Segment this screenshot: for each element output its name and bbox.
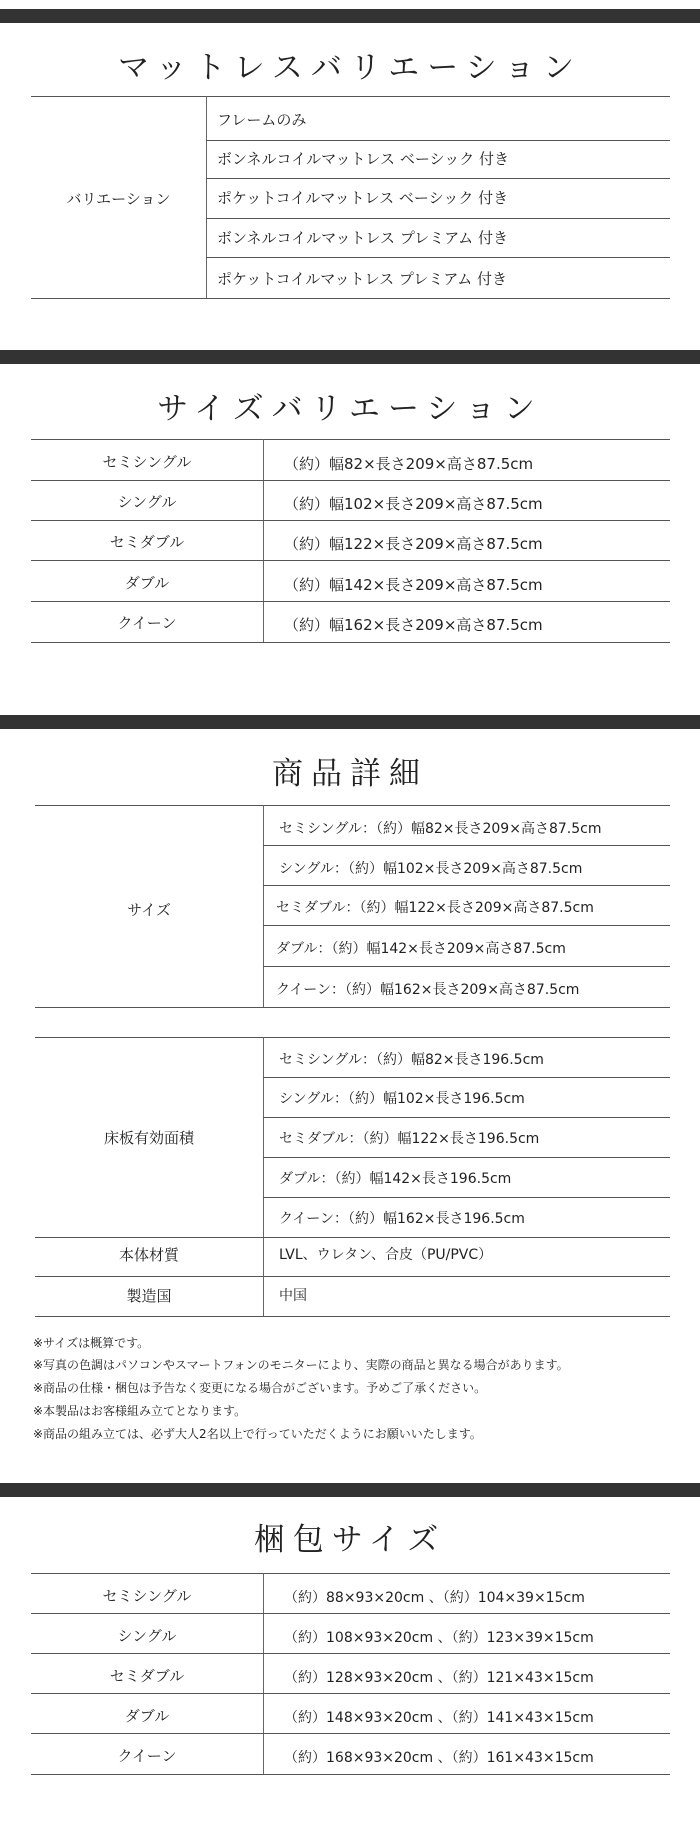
- details-size-item: セミシングル：（約）幅82×長さ209×高さ87.5cm: [279, 821, 602, 837]
- note-line: ※本製品はお客様組み立てとなります。: [33, 1404, 247, 1418]
- details-floor-item: セミシングル：（約）幅82×長さ196.5cm: [279, 1052, 544, 1068]
- mattress-label: バリエーション: [66, 190, 171, 208]
- packing-value: （約）148×93×20cm 、（約）141×43×15cm: [284, 1710, 594, 1726]
- size-name: シングル: [117, 493, 177, 511]
- details-floor-label: 床板有効面積: [103, 1129, 194, 1147]
- size-name: ダブル: [124, 574, 170, 592]
- details-size-label: サイズ: [127, 901, 171, 919]
- details-size-item: クイーン：（約）幅162×長さ209×高さ87.5cm: [276, 982, 580, 998]
- mattress-title: マットレスバリエーション: [118, 50, 582, 86]
- table-divider: [263, 805, 264, 1008]
- table-divider: [263, 1276, 264, 1316]
- table-divider: [263, 1573, 264, 1774]
- packing-name: クイーン: [117, 1747, 177, 1765]
- table-bottom-line: [31, 298, 670, 299]
- details-origin-label: 製造国: [126, 1287, 172, 1305]
- section-band: [0, 715, 700, 729]
- details-floor-item: クイーン：（約）幅162×長さ196.5cm: [279, 1211, 525, 1227]
- note-line: ※サイズは概算です。: [33, 1336, 150, 1350]
- packing-name: セミダブル: [109, 1667, 185, 1685]
- packing-value: （約）128×93×20cm 、（約）121×43×15cm: [284, 1670, 594, 1686]
- packing-value: （約）88×93×20cm 、（約）104×39×15cm: [284, 1590, 585, 1606]
- packing-name: ダブル: [124, 1707, 170, 1725]
- size-name: クイーン: [117, 614, 177, 632]
- packing-title: 梱包サイズ: [253, 1522, 447, 1558]
- packing-value: （約）108×93×20cm 、（約）123×39×15cm: [284, 1630, 594, 1646]
- packing-name: セミシングル: [102, 1587, 192, 1605]
- size-name: セミシングル: [102, 453, 192, 471]
- mattress-item: ポケットコイルマットレス ベーシック 付き: [217, 189, 509, 207]
- mattress-item: ポケットコイルマットレス プレミアム 付き: [217, 270, 508, 288]
- note-line: ※写真の色調はパソコンやスマートフォンのモニターにより、実際の商品と異なる場合があります。: [33, 1358, 569, 1372]
- mattress-item: ボンネルコイルマットレス プレミアム 付き: [217, 229, 508, 247]
- table-divider: [206, 96, 207, 298]
- table-top-line: [31, 96, 670, 97]
- section-band: [0, 9, 700, 23]
- details-material-value: LVL、ウレタン、合皮（PU/PVC）: [279, 1247, 493, 1263]
- size-variation-title: サイズバリエーション: [157, 391, 543, 427]
- details-size-item: シングル：（約）幅102×長さ209×高さ87.5cm: [279, 861, 583, 877]
- size-value: （約）幅102×長さ209×高さ87.5cm: [284, 495, 543, 513]
- details-material-label: 本体材質: [118, 1246, 179, 1264]
- size-value: （約）幅142×長さ209×高さ87.5cm: [284, 576, 543, 594]
- note-line: ※商品の組み立ては、必ず大人2名以上で行っていただくようにお願いいたします。: [33, 1427, 482, 1441]
- size-value: （約）幅82×長さ209×高さ87.5cm: [284, 455, 534, 473]
- details-floor-item: セミダブル：（約）幅122×長さ196.5cm: [279, 1131, 540, 1147]
- details-size-item: ダブル：（約）幅142×長さ209×高さ87.5cm: [276, 941, 566, 957]
- size-name: セミダブル: [109, 533, 185, 551]
- mattress-item: ボンネルコイルマットレス ベーシック 付き: [217, 150, 509, 168]
- packing-value: （約）168×93×20cm 、（約）161×43×15cm: [284, 1750, 594, 1766]
- note-line: ※商品の仕様・梱包は予告なく変更になる場合がございます。予めご了承ください。: [33, 1381, 487, 1395]
- packing-name: シングル: [117, 1627, 177, 1645]
- section-band: [0, 1483, 700, 1497]
- table-divider: [263, 1037, 264, 1282]
- table-divider: [263, 439, 264, 642]
- details-floor-item: シングル：（約）幅102×長さ196.5cm: [279, 1091, 525, 1107]
- size-value: （約）幅162×長さ209×高さ87.5cm: [284, 616, 543, 634]
- details-floor-item: ダブル：（約）幅142×長さ196.5cm: [279, 1171, 512, 1187]
- size-value: （約）幅122×長さ209×高さ87.5cm: [284, 535, 543, 553]
- details-size-item: セミダブル：（約）幅122×長さ209×高さ87.5cm: [276, 900, 594, 916]
- details-origin-value: 中国: [279, 1288, 307, 1304]
- details-title: 商品詳細: [272, 756, 428, 792]
- section-band: [0, 350, 700, 364]
- mattress-item: フレームのみ: [217, 111, 307, 129]
